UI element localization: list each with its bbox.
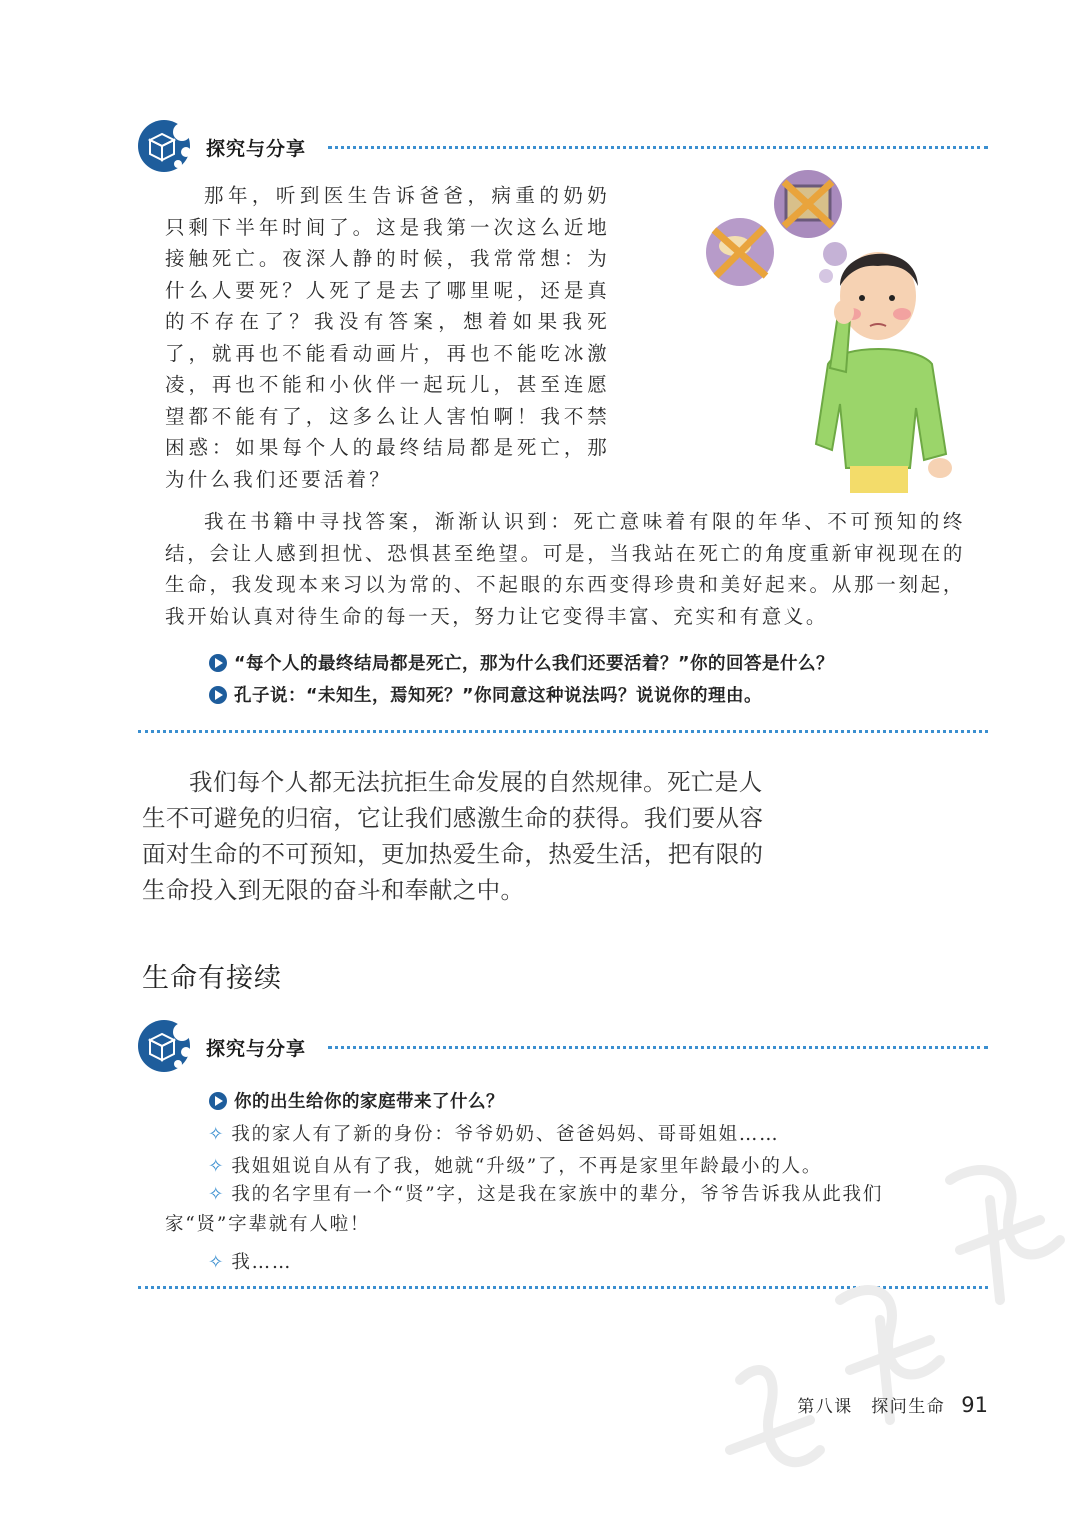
story-paragraph-2 (165, 506, 965, 632)
story-paragraph-1 (165, 180, 610, 495)
arrow-bullet-icon (208, 1091, 228, 1111)
question-text: 孔子说：“未知生，焉知死？”你同意这种说法吗？说说你的理由。 (234, 686, 763, 706)
cube-logo-icon (138, 118, 194, 174)
arrow-bullet-icon (208, 685, 228, 705)
page-number: 91 (961, 1393, 988, 1417)
dotted-divider (328, 146, 988, 149)
list-item (208, 1120, 779, 1146)
list-item-text: 我的家人有了新的身份：爷爷奶奶、爸爸妈妈、哥哥姐姐…… (231, 1124, 780, 1145)
question-text: “每个人的最终结局都是死亡，那为什么我们还要活着？”你的回答是什么？ (234, 654, 835, 674)
section-title: 探究与分享 (206, 1038, 307, 1060)
list-item-text: 我姐姐说自从有了我，她就“升级”了，不再是家里年龄最小的人。 (231, 1156, 823, 1177)
diamond-star-icon: ✧ (208, 1156, 226, 1177)
diamond-star-icon: ✧ (208, 1124, 226, 1145)
watermark-graphic (700, 1120, 1080, 1520)
main-paragraph (142, 764, 782, 908)
arrow-bullet-icon (208, 653, 228, 673)
section-header-explore-share-2 (138, 1018, 988, 1076)
section-end-divider-1 (138, 730, 988, 733)
question-1 (208, 650, 834, 675)
question-text: 你的出生给你的家庭带来了什么？ (234, 1092, 504, 1112)
heading-life-continues: 生命有接续 (142, 963, 282, 994)
chapter-label: 第八课 探问生命 (797, 1397, 946, 1417)
question-birth (208, 1088, 504, 1113)
section-title: 探究与分享 (206, 138, 307, 160)
thinking-boy-illustration (700, 168, 970, 493)
diamond-star-icon: ✧ (208, 1252, 226, 1273)
list-item-text: 我…… (231, 1252, 293, 1273)
list-item-text: 我的名字里有一个“贤”字，这是我在家族中的辈分，爷爷告诉我从此我们家“贤”字辈就有人啦！ (165, 1184, 884, 1235)
dotted-divider (328, 1046, 988, 1049)
page-footer (797, 1392, 988, 1417)
diamond-star-icon: ✧ (208, 1184, 226, 1205)
question-2 (208, 682, 762, 707)
cube-logo-icon (138, 1018, 194, 1074)
main-paragraph-text: 我们每个人都无法抗拒生命发展的自然规律。死亡是人生不可避免的归宿，它让我们感激生命的获得。我们要从容面对生命的不可预知，更加热爱生命，热爱生活，把有限的生命投入到无限的奋斗和奉献之中。 (142, 768, 764, 904)
story-text-1: 那年，听到医生告诉爸爸，病重的奶奶只剩下半年时间了。这是我第一次这么近地接触死亡。夜深人静的时候，我常常想：为什么人要死？人死了是去了哪里呢，还是真的不存在了？我没有答案，想着如果我死了，就再也不能看动画片，再也不能吃冰激凌，再也不能和小伙伴一起玩儿，甚至连愿望都不能有了，这多么让人害怕啊！我不禁困惑：如果每个人的最终结局都是死亡，那为什么我们还要活着？ (165, 184, 610, 491)
story-text-2: 我在书籍中寻找答案，渐渐认识到：死亡意味着有限的年华、不可预知的终结，会让人感到担忧、恐惧甚至绝望。可是，当我站在死亡的角度重新审视现在的生命，我发现本来习以为常的、不起眼的东西变得珍贵和美好起来。从那一刻起，我开始认真对待生命的每一天，努力让它变得丰富、充实和有意义。 (165, 510, 965, 628)
list-item (208, 1248, 292, 1274)
